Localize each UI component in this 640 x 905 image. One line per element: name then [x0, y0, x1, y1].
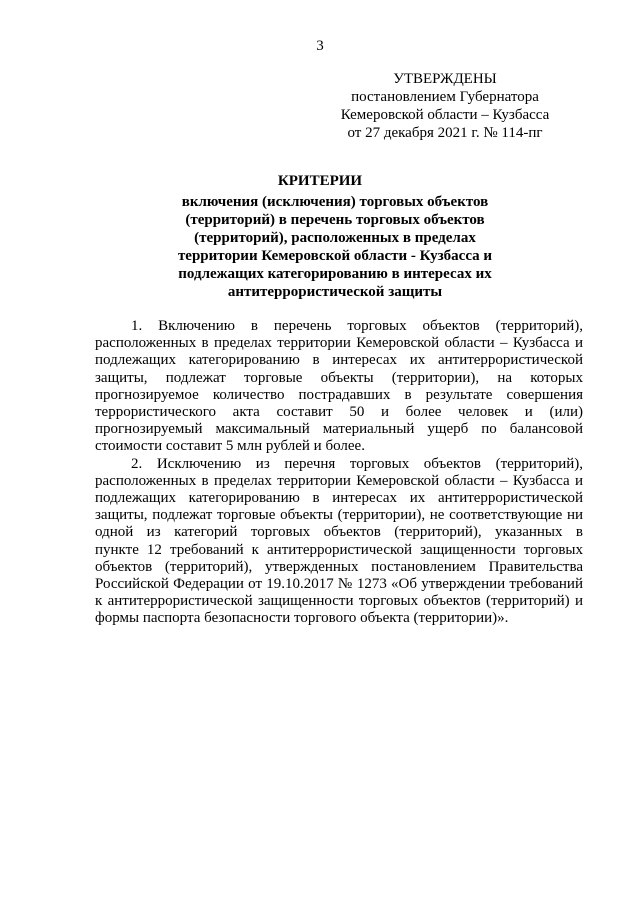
document-body	[95, 318, 583, 628]
approval-line: Кемеровской области – Кузбасса	[340, 107, 550, 123]
paragraph-line: защиты, подлежат торговые объекты (территории), на которых	[95, 369, 583, 386]
subtitle-line: (территорий), расположенных в пределах	[194, 230, 476, 246]
paragraph-line: подлежащих категорированию в интересах их антитеррористической	[95, 352, 583, 369]
document-subtitle	[100, 193, 570, 301]
paragraph-line: Российской Федерации от 19.10.2017 № 1273 «Об утверждении требований	[95, 576, 583, 593]
document-title: КРИТЕРИИ	[277, 173, 363, 189]
subtitle-line: территории Кемеровской области - Кузбасса и	[177, 248, 493, 264]
paragraph-line: расположенных в пределах территории Кемеровской области – Кузбасса и	[95, 335, 583, 352]
page-number: 3	[316, 38, 324, 54]
paragraph-line: террористического акта составит 50 и более человек и (или)	[95, 404, 583, 421]
approval-heading: УТВЕРЖДЕНЫ	[393, 71, 497, 87]
paragraph-line: пункте 12 требований к антитеррористической защищенности торговых	[95, 541, 583, 558]
paragraph-line: одной из категорий торговых объектов (территорий), указанных в	[95, 524, 583, 541]
paragraph-line: формы паспорта безопасности торгового объекта (территории)».	[95, 610, 509, 627]
subtitle-line: (территорий) в перечень торговых объектов	[185, 212, 485, 228]
subtitle-line: антитеррористической защиты	[227, 284, 443, 300]
subtitle-line: подлежащих категорированию в интересах их	[178, 266, 492, 282]
paragraph-line: к антитеррористической защищенности торговых объектов (территорий) и	[95, 593, 583, 610]
paragraph-line: защиты, подлежат торговые объекты (территории), не соответствующие ни	[95, 507, 583, 524]
paragraph-line: прогнозируемый максимальный материальный ущерб по балансовой	[95, 421, 583, 438]
approval-stamp	[330, 70, 560, 142]
paragraph-line: 2. Исключению из перечня торговых объектов (территорий),	[131, 455, 583, 472]
paragraph-line: 1. Включению в перечень торговых объектов (территорий),	[131, 318, 583, 334]
subtitle-line: включения (исключения) торговых объектов	[181, 194, 489, 210]
approval-date: от 27 декабря 2021 г. № 114-пг	[347, 125, 543, 141]
paragraph-line: расположенных в пределах территории Кемеровской области – Кузбасса и	[95, 472, 583, 489]
paragraph-line: прогнозируемое количество пострадавших в результате совершения	[95, 386, 583, 403]
paragraph-2	[95, 456, 583, 628]
paragraph-1	[95, 318, 583, 456]
paragraph-line: подлежащих категорированию в интересах их антитеррористической	[95, 490, 583, 507]
approval-line: постановлением Губернатора	[351, 89, 539, 105]
paragraph-line: объектов (территорий), утвержденных постановлением Правительства	[95, 558, 583, 575]
paragraph-line: стоимости составит 5 млн рублей и более.	[95, 438, 365, 455]
